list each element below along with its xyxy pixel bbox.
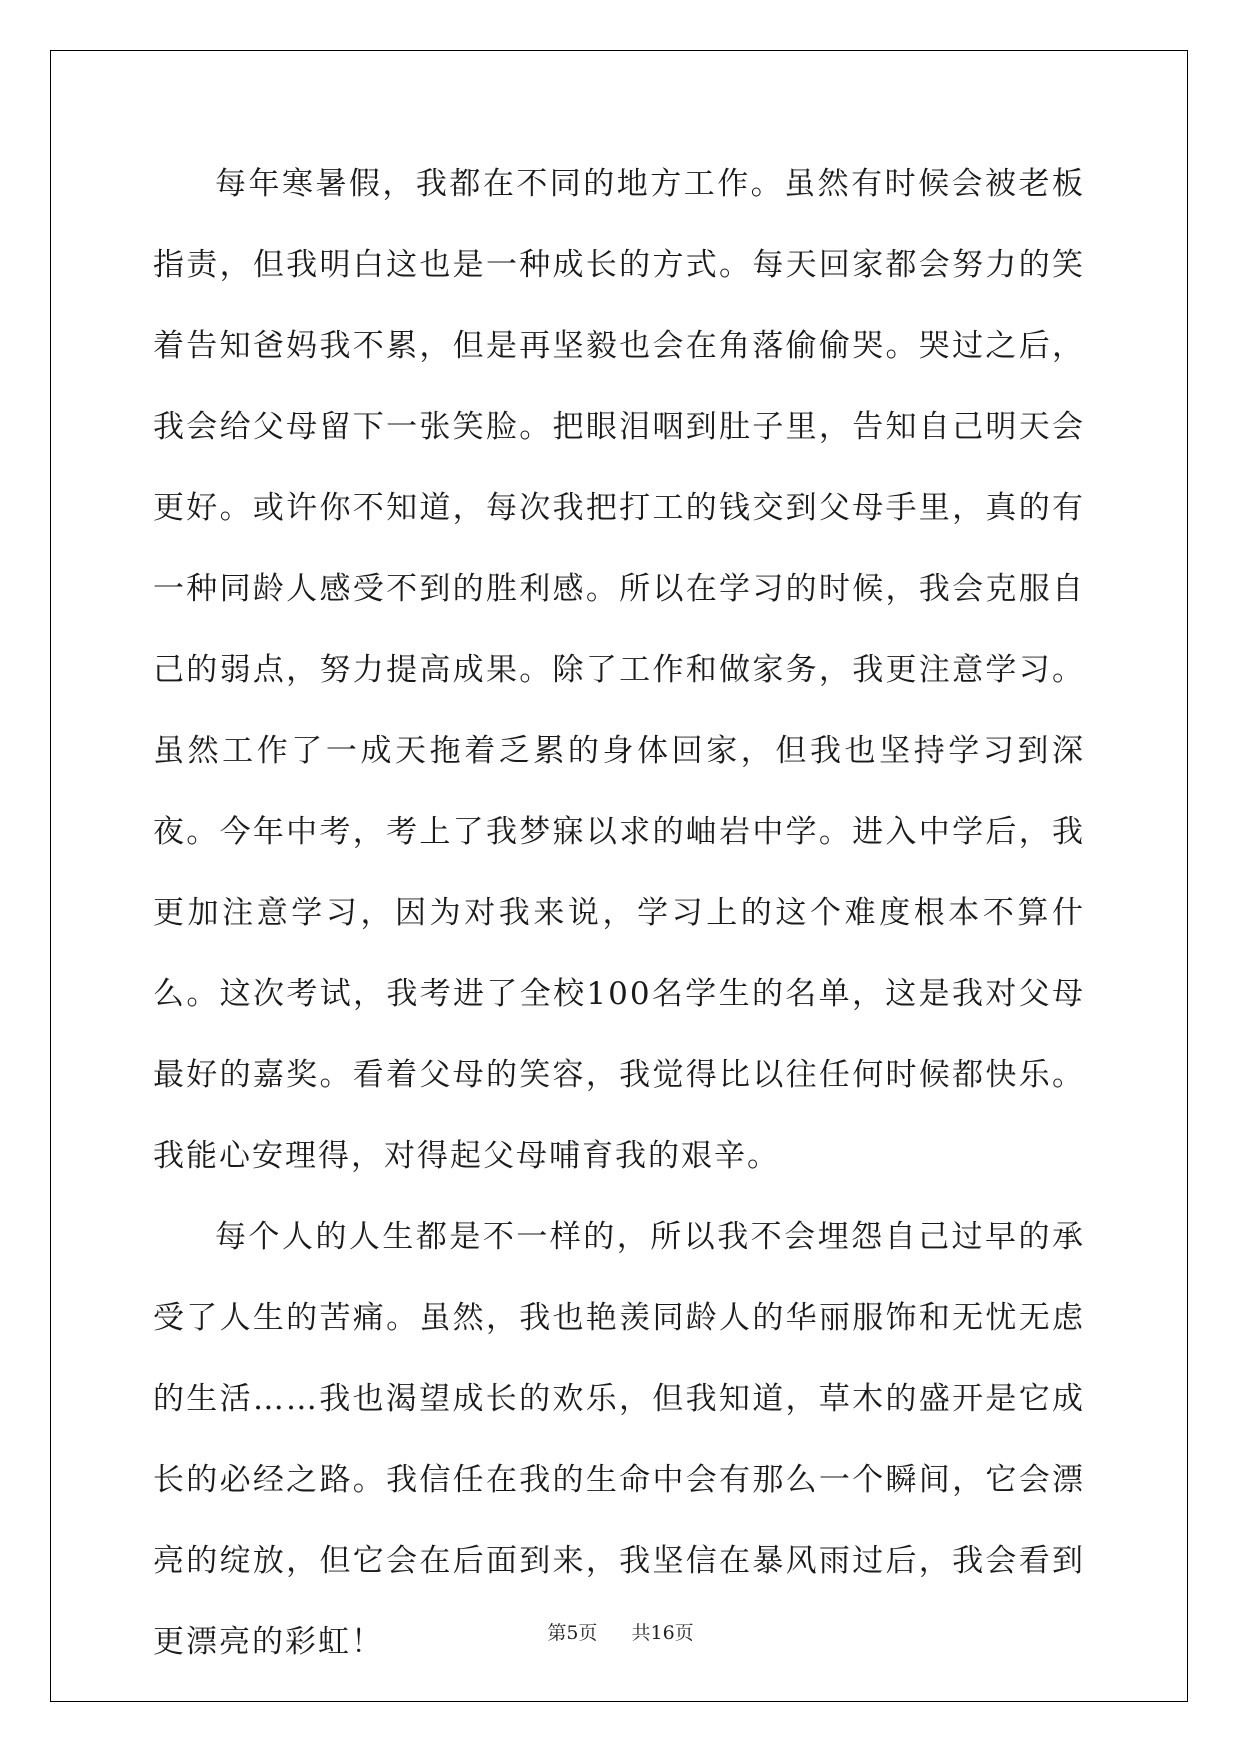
paragraph-1: 每年寒暑假，我都在不同的地方工作。虽然有时候会被老板指责，但我明白这也是一种成长的方式。每天回家都会努力的笑着告知爸妈我不累，但是再坚毅也会在角落偷偷哭。哭过之后，我会给父母留下一张笑脸。把眼泪咽到肚子里，告知自己明天会更好。或许你不知道，每次我把打工的钱交到父母手里，真的有一种同龄人感受不到的胜利感。所以在学习的时候，我会克服自己的弱点，努力提高成果。除了工作和做家务，我更注意学习。虽然工作了一成天拖着乏累的身体回家，但我也坚持学习到深夜。今年中考，考上了我梦寐以求的岫岩中学。进入中学后，我更加注意学习，因为对我来说，学习上的这个难度根本不算什么。这次考试，我考进了全校100名学生的名单，这是我对父母最好的嘉奖。看着父母的笑容，我觉得比以往任何时候都快乐。我能心安理得，对得起父母哺育我的艰辛。 xyxy=(153,166,1085,1174)
page-footer xyxy=(0,1618,1241,1645)
page-total: 共16页 xyxy=(631,1622,694,1644)
page-number: 第5页 xyxy=(547,1622,598,1644)
document-body xyxy=(153,144,1085,1683)
paragraph-2: 每个人的人生都是不一样的，所以我不会埋怨自己过早的承受了人生的苦痛。虽然，我也艳羡同龄人的华丽服饰和无忧无虑的生活……我也渴望成长的欢乐，但我知道，草木的盛开是它成长的必经之路。我信任在我的生命中会有那么一个瞬间，它会漂亮的绽放，但它会在后面到来，我坚信在暴风雨过后，我会看到更漂亮的彩虹！ xyxy=(153,1219,1085,1660)
